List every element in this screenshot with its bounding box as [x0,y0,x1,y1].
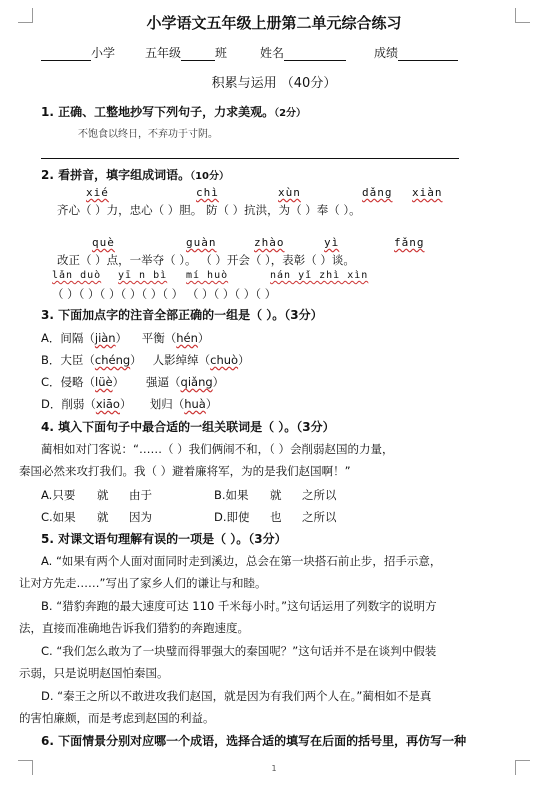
pinyin-xie: xié [86,186,109,199]
q3-option-b[interactable]: B．大臣（chéng） 人影绰绰（chuò） [41,353,250,367]
pinyin-guan: guàn [186,236,217,249]
pinyin-nanyizhixin: nán yǐ zhì xìn [270,270,369,281]
q5-option-d-line-1[interactable]: D. “秦王之所以不敢进攻我们赵国，就是因为有我们两个人在。”蔺相如不是真 [41,689,432,703]
class-blank[interactable] [181,48,215,61]
question-4-title: 4. 填入下面句子中最合适的一组关联词是（ ）。（3分） [41,420,335,434]
fill-row-1[interactable]: 齐心（ ）力，忠心（ ）胆。 防（ ）抗洪，为（ ）奉（ ）。 [57,203,361,217]
q4-passage-line-1: 蔺相如对门客说：“……（ ）我们俩闹不和，（ ）会削弱赵国的力量， [41,442,394,456]
q3-option-c[interactable]: C．侵略（lüè） 强逼（qiǎng） [41,375,225,389]
section-title: 积累与运用 （40分） [211,76,337,91]
name-field: 姓名 [260,44,346,61]
q3-option-d[interactable]: D．削弱（xiāo） 划归（huà） [41,397,218,411]
fill-row-3[interactable]: （ ）（ ）（ ）（ ）（ ）（ ） （ ）（ ）（ ）（ ） [52,287,277,301]
pinyin-xun: xùn [278,186,301,199]
pinyin-dang: dǎng [362,186,393,199]
q4-option-b[interactable]: B.如果 就 之所以 [214,488,337,502]
pinyin-mihuo: mí huò [186,270,229,281]
copy-sentence: 不饱食以终日，不弃功于寸阴。 [78,129,218,140]
q4-option-a[interactable]: A.只要 就 由于 [41,488,152,502]
q4-option-d[interactable]: D.即使 也 之所以 [214,510,337,524]
pinyin-chi: chì [196,186,219,199]
q5-option-a-line-2[interactable]: 让对方先走……”写出了家乡人们的谦让与和睦。 [19,576,267,590]
copy-writing-line[interactable] [41,158,459,159]
pinyin-que: què [92,236,115,249]
question-2-title: 2. 看拼音，填字组成词语。（10分） [41,168,230,182]
q5-option-b-line-2[interactable]: 法，直接而准确地告诉我们猎豹的奔跑速度。 [19,621,249,635]
pinyin-fang: fǎng [394,236,425,249]
score-blank[interactable] [398,48,458,61]
pinyin-yi: yì [324,236,340,249]
question-3-title: 3. 下面加点字的注音全部正确的一组是（ ）。（3分） [41,308,323,322]
fill-row-2[interactable]: 改正（ ）点，一举夺（ ）。 （ ）开会（ ），表彰（ ）谈。 [57,253,355,267]
q3-option-a[interactable]: A．间隔（jiàn） 平衡（hén） [41,331,210,345]
q5-option-c-line-1[interactable]: C. “我们怎么敢为了一块璧而得罪强大的秦国呢？”这句话并不是在谈判中假装 [41,644,437,658]
q4-option-c[interactable]: C.如果 就 因为 [41,510,152,524]
score-field: 成绩 [374,44,458,61]
question-6-title: 6. 下面情景分别对应哪一个成语，选择合适的填写在后面的括号里，再仿写一种 [41,734,467,748]
name-blank[interactable] [284,48,346,61]
grade-field: 五年级 班 [145,46,228,60]
pinyin-landuo: lǎn duò [52,270,102,281]
question-1-title: 1. 正确、工整地抄写下列句子，力求美观。（2分） [41,105,307,119]
q5-option-a-line-1[interactable]: A. “如果有两个人面对面同时走到溪边，总会在第一块搭石前止步，招手示意， [41,554,442,568]
q5-option-b-line-1[interactable]: B. “猎豹奔跑的最大速度可达 110 千米每小时。”这句话运用了列数字的说明方 [41,599,437,613]
worksheet-title: 小学语文五年级上册第二单元综合练习 [146,14,402,32]
q5-option-c-line-2[interactable]: 示弱，只是说明赵国怕秦国。 [19,666,169,680]
school-field: 小学 [41,44,115,61]
pinyin-xian: xiàn [412,186,443,199]
school-blank[interactable] [41,48,91,61]
question-5-title: 5. 对课文语句理解有误的一项是（ ）。（3分） [41,532,287,546]
pinyin-yinbi: yī n bì [118,270,168,281]
q5-option-d-line-2[interactable]: 的害怕廉颇，而是考虑到赵国的利益。 [19,711,215,725]
page-number: 1 [271,764,277,773]
pinyin-zhao: zhào [254,236,285,249]
q4-passage-line-2: 秦国必然来攻打我们。我（ ）避着廉将军，为的是我们赵国啊！” [19,464,351,478]
